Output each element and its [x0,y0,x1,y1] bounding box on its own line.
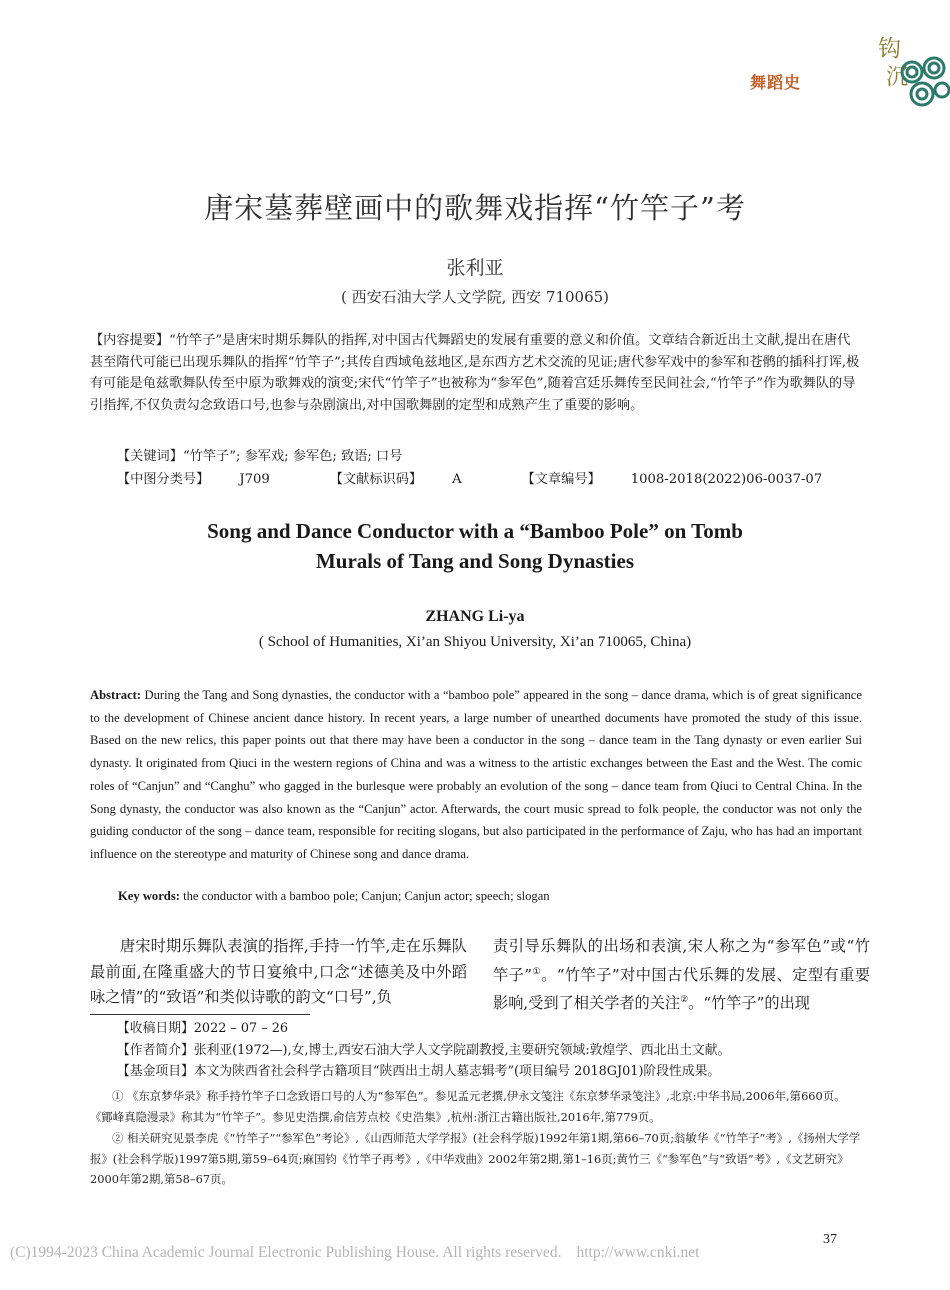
body-right-text-a: 责引导乐舞队的出场和表演,宋人称之为“参军色”或“竹竿子” [493,937,870,984]
keywords-en [118,889,862,904]
received-date [117,1018,862,1040]
author-name-cn: 张利亚 [446,257,504,279]
cnki-link[interactable]: http://www.cnki.net [576,1244,700,1261]
author-name-en: ZHANG Li-ya [425,608,525,625]
article-number [522,472,853,487]
abstract-cn-label: 【内容提要】 [90,333,170,348]
abstract-en-label: Abstract: [90,688,142,702]
footnote-ref-1[interactable]: ① [532,966,542,977]
clc-value: J709 [239,472,270,487]
article-title-en [0,516,950,576]
abstract-en-text: During the Tang and Song dynasties, the conductor with a “bamboo pole” appeared in the song – dance drama, which is of great significance to the development of Chinese ancient dance history. In recent years, a large number of unearthed documents have promoted the study of this issue. Based on the new relics, this paper points out that there may have been a conductor in the song – dance team in the Tang dynasty or even earlier Sui dynasty. It originated from Qiuci in the western regions of China and was a witness to the artistic exchanges between the East and the West. The comic roles of “Canjun” and “Canghu” who gagged in the burlesque were probably an evolution of the song – dance team from Qiuci to Central China. In the Song dynasty, the conductor was also known as the “Canjun” actor. Afterwards, the court music spread to folk people, the conductor was not only the guiding conductor of the song – dance team, responsible for reciting slogans, but also participated in the performance of Zaju, who has had an important influence on the stereotype and maturity of Chinese song and dance drama. [90,688,862,861]
abstract-cn-text: “竹竿子”是唐宋时期乐舞队的指挥,对中国古代舞蹈史的发展有重要的意义和价值。文章结合新近出土文献,提出在唐代甚至隋代可能已出现乐舞队的指挥“竹竿子”;其传自西域龟兹地区,是东西方艺术交流的见证;唐代参军戏中的参军和苍鹘的插科打诨,极有可能是龟兹歌舞队传至中原为歌舞戏的演变;宋代“竹竿子”也被称为“参军色”,随着宫廷乐舞传至民间社会,“竹竿子”作为歌舞队的导引指挥,不仅负责勾念致语口号,也参与杂剧演出,对中国歌舞剧的定型和成熟产生了重要的影响。 [90,333,860,413]
body-column-left: 唐宋时期乐舞队表演的指挥,手持一竹竿,走在乐舞队最前面,在隆重盛大的节日宴飨中,口念“述德美及中外蹈咏之情”的“致语”和类似诗歌的韵文“口号”,负 [90,937,467,1006]
footnote-divider [90,1014,310,1015]
affiliation-en: ( School of Humanities, Xi’an Shiyou University, Xi’an 710065, China) [258,634,692,650]
abstract-en [90,684,862,866]
keywords-en-label: Key words: [118,889,180,903]
footer-copyright [10,1244,699,1262]
doc-code [330,472,492,487]
copyright-text: (C)1994-2023 China Academic Journal Electronic Publishing House. All rights reserved. [10,1244,562,1261]
title-en-line2: Murals of Tang and Song Dynasties [315,549,634,573]
keywords-en-text: the conductor with a bamboo pole; Canjun; Canjun actor; speech; slogan [179,889,550,903]
title-en-line1: Song and Dance Conductor with a “Bamboo Pole” on Tomb [207,519,743,543]
fund-info [117,1061,862,1083]
article-value: 1008-2018(2022)06-0037-07 [630,472,823,487]
article-title-cn: 唐宋墓葬壁画中的歌舞戏指挥“竹竿子”考 [204,191,746,225]
body-right-text-c: 。“竹竿子”的出现 [688,994,810,1013]
logo-side-text: 舞蹈史 [750,73,802,92]
fund-label: 【基金项目】 [117,1064,194,1079]
footnote-ref-2[interactable]: ② [680,995,689,1006]
author-bio-value: 张利亚(1972—),女,博士,西安石油大学人文学院副教授,主要研究领域:敦煌学、西北出土文献。 [193,1042,731,1058]
clc-label: 【中图分类号】 [117,472,210,487]
article-notes [117,1018,862,1083]
doc-value: A [452,472,462,487]
keywords-cn-text: “竹竿子”; 参军戏; 参军色; 致语; 口号 [182,449,403,464]
logo-char-bottom: 沉 [886,65,909,90]
footnote-1: ① 《东京梦华录》称手持竹竿子口念致语口号的人为“参军色”。参见孟元老撰,伊永文笺注《东京梦华录笺注》,北京:中华书局,2006年,第660页。《鄮峰真隐漫录》称其为“竹竿子”。参见史浩撰,俞信芳点校《史浩集》,杭州:浙江古籍出版社,2016年,第779页。 [90,1089,846,1124]
keywords-cn [117,445,862,464]
journal-logo [750,28,950,118]
article-label: 【文章编号】 [521,472,601,487]
classification-line [117,468,862,487]
body-column-right [493,934,870,1017]
logo-char-top: 钩 [878,36,903,62]
affiliation-cn: ( 西安石油大学人文学院, 西安 710065) [340,288,610,306]
cloud-swirl-icon [898,50,950,116]
page-number: 37 [823,1232,837,1247]
received-value: 2022 – 07 – 26 [193,1021,288,1036]
body-right-text-b: 。“竹竿子”对中国古代乐舞的发展、定型有重要影响,受到了相关学者的关注 [493,965,871,1013]
author-bio-label: 【作者简介】 [117,1042,194,1058]
doc-label: 【文献标识码】 [329,472,423,487]
footnote-2: ② 相关研究见景李虎《“竹竿子”“参军色”考论》,《山西师范大学学报》(社会科学版)1992年第1期,第66–70页;翁敏华《“竹竿子”考》,《扬州大学学报》(社会科学版)1997第5期,第59–64页;麻国钧《竹竿子再考》,《中华戏曲》2002年第2期,第1–16页;黄竹三《“参军色”与“致语”考》,《文艺研究》2000年第2期,第58–67页。 [90,1131,861,1186]
clc-code [117,472,300,487]
received-label: 【收稿日期】 [117,1021,194,1036]
fund-value: 本文为陕西省社会科学古籍项目“陕西出土胡人墓志辑考”(项目编号 2018GJ01)阶段性成果。 [193,1064,721,1079]
keywords-cn-label: 【关键词】 [117,449,183,464]
abstract-cn [90,330,862,416]
author-bio [117,1040,862,1062]
